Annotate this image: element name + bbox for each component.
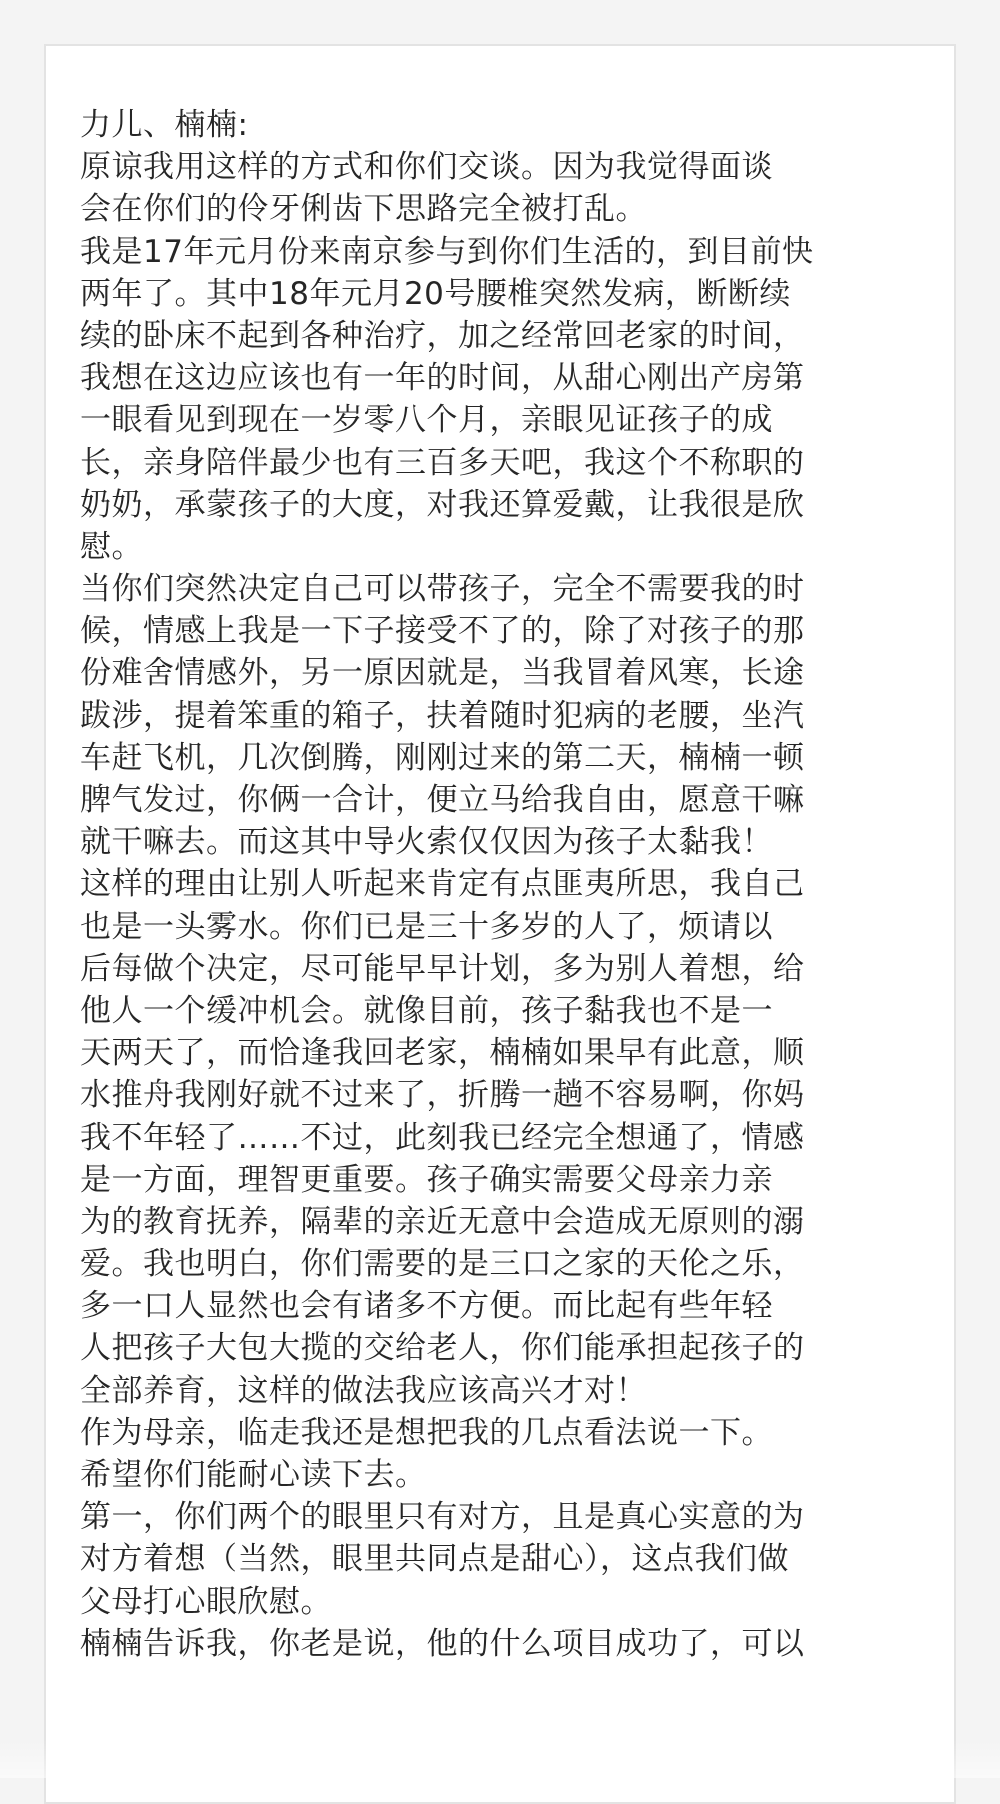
letter-line: 份难舍情感外，另一原因就是，当我冒着风寒，长途 xyxy=(80,655,805,692)
letter-line: 后每做个决定，尽可能早早计划，多为别人着想，给 xyxy=(80,950,805,987)
letter-line: 跋涉，提着笨重的箱子，扶着随时犯病的老腰，坐汽 xyxy=(80,697,805,734)
letter-line: 作为母亲，临走我还是想把我的几点看法说一下。 xyxy=(80,1414,773,1451)
letter-line: 长，亲身陪伴最少也有三百多天吧，我这个不称职的 xyxy=(80,444,805,481)
letter-line: 两年了。其中18年元月20号腰椎突然发病，断断续 xyxy=(80,275,791,312)
letter-salutation: 力儿、楠楠: xyxy=(80,107,249,143)
letter-line: 对方着想（当然，眼里共同点是甜心），这点我们做 xyxy=(80,1541,789,1578)
letter-line: 希望你们能耐心读下去。 xyxy=(80,1457,427,1493)
letter-line: 会在你们的伶牙俐齿下思路完全被打乱。 xyxy=(80,191,647,228)
letter-line: 他人一个缓冲机会。就像目前，孩子黏我也不是一 xyxy=(80,992,773,1029)
letter-line: 父母打心眼欣慰。 xyxy=(80,1583,332,1620)
letter-line: 也是一头雾水。你们已是三十多岁的人了，烦请以 xyxy=(80,908,773,945)
letter-line: 慰。 xyxy=(80,528,143,565)
letter-line: 这样的理由让别人听起来肯定有点匪夷所思，我自己 xyxy=(80,866,805,903)
letter-line: 当你们突然决定自己可以带孩子，完全不需要我的时 xyxy=(80,571,805,608)
letter-line: 全部养育，这样的做法我应该高兴才对！ xyxy=(80,1372,647,1409)
letter-line: 我想在这边应该也有一年的时间，从甜心刚出产房第 xyxy=(80,360,805,397)
letter-line: 脾气发过，你俩一合计，便立马给我自由，愿意干嘛 xyxy=(80,782,805,818)
letter-line: 楠楠告诉我，你老是说，他的什么项目成功了，可以 xyxy=(80,1625,805,1662)
letter-line: 为的教育抚养，隔辈的亲近无意中会造成无原则的溺 xyxy=(80,1203,805,1240)
letter-line: 是一方面，理智更重要。孩子确实需要父母亲力亲 xyxy=(80,1161,773,1198)
letter-line: 就干嘛去。而这其中导火索仅仅因为孩子太黏我！ xyxy=(80,824,773,861)
letter-line: 我不年轻了……不过，此刻我已经完全想通了，情感 xyxy=(80,1119,805,1156)
letter-body xyxy=(80,0,880,1665)
letter-line: 爱。我也明白，你们需要的是三口之家的天伦之乐， xyxy=(80,1246,805,1283)
letter-line: 一眼看见到现在一岁零八个月，亲眼见证孩子的成 xyxy=(80,402,773,439)
letter-line: 人把孩子大包大揽的交给老人，你们能承担起孩子的 xyxy=(80,1330,805,1367)
letter-line: 候，情感上我是一下子接受不了的，除了对孩子的那 xyxy=(80,613,805,650)
letter-line: 水推舟我刚好就不过来了，折腾一趟不容易啊，你妈 xyxy=(80,1077,805,1114)
letter-line: 第一，你们两个的眼里只有对方，且是真心实意的为 xyxy=(80,1499,805,1536)
letter-line: 我是17年元月份来南京参与到你们生活的，到目前快 xyxy=(80,233,814,270)
letter-line: 多一口人显然也会有诸多不方便。而比起有些年轻 xyxy=(80,1288,773,1325)
letter-line: 车赶飞机，几次倒腾，刚刚过来的第二天，楠楠一顿 xyxy=(80,739,805,776)
letter-line: 奶奶，承蒙孩子的大度，对我还算爱戴，让我很是欣 xyxy=(80,486,805,523)
letter-line: 天两天了，而恰逢我回老家，楠楠如果早有此意，顺 xyxy=(80,1035,805,1072)
letter-line: 原谅我用这样的方式和你们交谈。因为我觉得面谈 xyxy=(80,149,773,186)
letter-line: 续的卧床不起到各种治疗，加之经常回老家的时间， xyxy=(80,317,805,354)
